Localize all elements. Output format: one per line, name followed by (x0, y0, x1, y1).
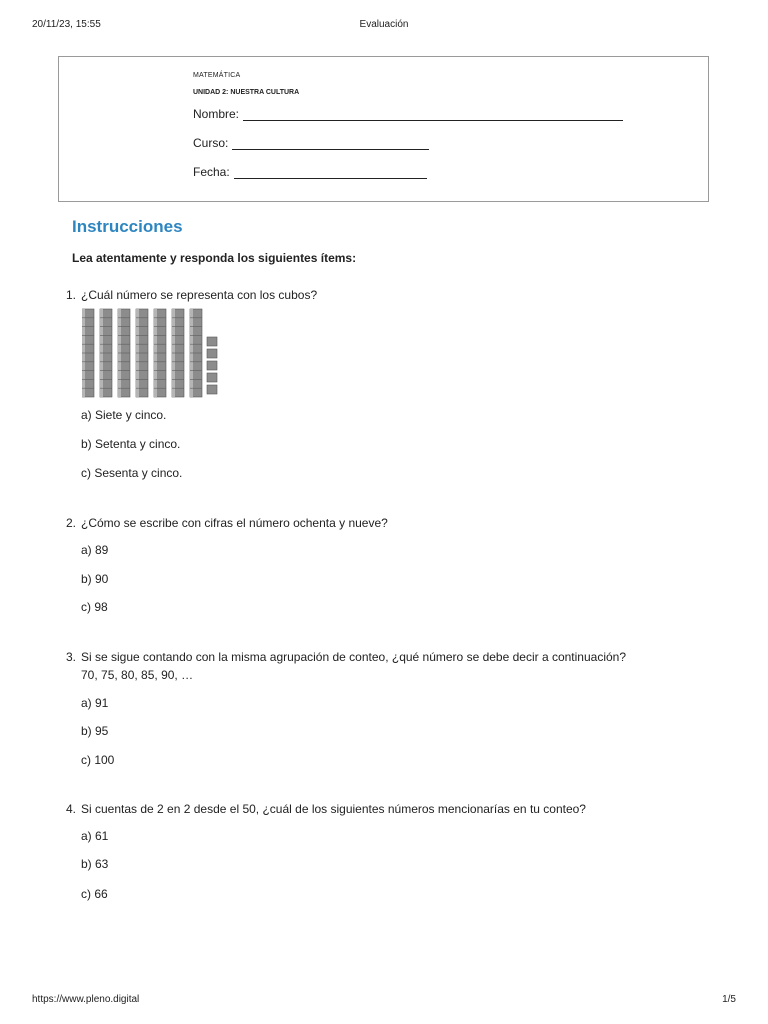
base-ten-cubes-illustration (82, 308, 222, 398)
question-3-option-a[interactable]: a) 91 (81, 696, 109, 710)
question-number: 4. (66, 802, 77, 816)
question-text: ¿Cuál número se representa con los cubos? (81, 288, 318, 302)
question-1-option-a[interactable]: a) Siete y cinco. (81, 408, 167, 422)
unit-cube (207, 361, 217, 370)
question-1 (66, 286, 317, 304)
date-label: Fecha: (193, 165, 230, 179)
ten-rod (82, 309, 94, 397)
name-field (193, 107, 623, 121)
ten-rod (190, 309, 202, 397)
question-3-option-b[interactable]: b) 95 (81, 724, 109, 738)
unit-cube (207, 349, 217, 358)
student-info-box (58, 56, 709, 202)
ten-rod (118, 309, 130, 397)
question-4 (66, 800, 586, 818)
course-label: Curso: (193, 136, 229, 150)
course-field (193, 136, 429, 150)
question-text: Si se sigue contando con la misma agrupación de conteo, ¿qué número se debe decir a continuación? (81, 650, 627, 664)
question-number: 3. (66, 650, 77, 664)
question-2-option-c[interactable]: c) 98 (81, 600, 108, 614)
question-text: ¿Cómo se escribe con cifras el número ochenta y nueve? (81, 516, 388, 530)
date-field (193, 165, 427, 179)
number-sequence: 70, 75, 80, 85, 90, … (81, 668, 194, 682)
question-number: 2. (66, 516, 77, 530)
print-date: 20/11/23, 15:55 (32, 19, 101, 30)
ten-rod (154, 309, 166, 397)
unit-cube (207, 385, 217, 394)
print-page-number: 1/5 (722, 994, 736, 1005)
name-line (243, 108, 623, 121)
ten-rod (136, 309, 148, 397)
question-3 (66, 648, 626, 684)
subject-label: MATEMÁTICA (193, 72, 241, 79)
instructions-text: Lea atentamente y responda los siguientes ítems: (72, 251, 357, 265)
question-1-option-c[interactable]: c) Sesenta y cinco. (81, 466, 183, 480)
instructions-heading: Instrucciones (72, 217, 183, 236)
question-text: Si cuentas de 2 en 2 desde el 50, ¿cuál de los siguientes números mencionarías en tu conteo? (81, 802, 586, 816)
unit-label: UNIDAD 2: NUESTRA CULTURA (193, 89, 300, 96)
question-2-option-a[interactable]: a) 89 (81, 543, 109, 557)
print-title: Evaluación (359, 19, 409, 30)
unit-cube (207, 337, 217, 346)
question-2-option-b[interactable]: b) 90 (81, 572, 109, 586)
question-1-option-b[interactable]: b) Setenta y cinco. (81, 437, 181, 451)
ten-rod (172, 309, 184, 397)
question-number: 1. (66, 288, 77, 302)
question-4-option-b[interactable]: b) 63 (81, 857, 109, 871)
question-4-option-a[interactable]: a) 61 (81, 829, 109, 843)
question-3-option-c[interactable]: c) 100 (81, 753, 115, 767)
name-label: Nombre: (193, 107, 240, 121)
question-4-option-c[interactable]: c) 66 (81, 887, 108, 901)
date-line (234, 166, 427, 179)
print-url: https://www.pleno.digital (32, 994, 140, 1005)
course-line (232, 137, 429, 150)
question-2 (66, 514, 388, 532)
unit-cube (207, 373, 217, 382)
ten-rod (100, 309, 112, 397)
